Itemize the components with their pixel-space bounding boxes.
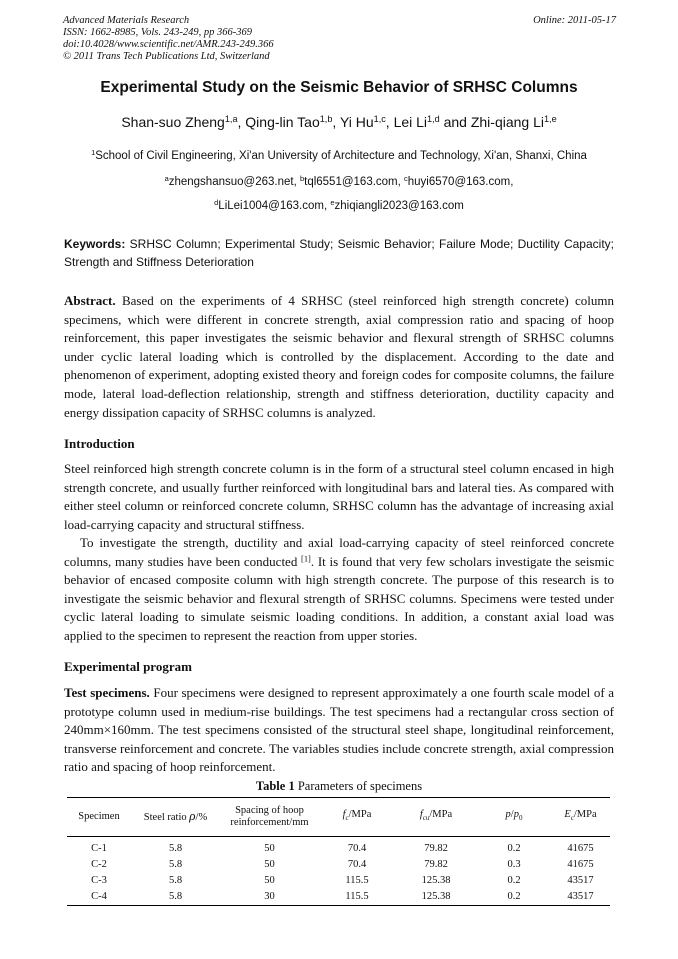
cell: C-1: [91, 843, 107, 854]
test-specimens-text: Four specimens were designed to represent approximately a one fourth scale model of a prototype column used in medium-rise buildings. The test specimens had a rectangular cross section of 240mm×160mm. The test specimens consisted of the structural steel shape, longitudinal reinforcement, transverse reinforcement and concrete. The variables studies include concrete strength, axial compression ratio and spacing of hoop reinforcement.: [64, 685, 615, 775]
abstract-label: Abstract.: [64, 293, 116, 308]
author-name: Shan-suo Zheng: [121, 114, 225, 130]
col-fc: [319, 798, 395, 837]
cell: 79.82: [424, 859, 448, 870]
email: zhengshansuo@263.net,: [168, 176, 300, 188]
citation: [1]: [301, 552, 311, 563]
email-sup: a: [164, 173, 169, 183]
table-caption: [0, 779, 678, 794]
col-spacing: [220, 798, 319, 837]
intro-paragraph-2: [64, 534, 614, 646]
author-name: Lei Li: [393, 114, 428, 130]
col-steel-ratio: [131, 798, 220, 837]
author-separator: ,: [385, 114, 394, 130]
journal-header: [63, 15, 274, 63]
cell: 5.8: [168, 843, 183, 854]
table-row: [67, 857, 610, 873]
abstract: [64, 292, 614, 422]
intro-p2-text: To investigate the strength, ductility and axial load-carrying capacity of steel reinforced concrete columns, many studies have been conducted: [64, 535, 614, 569]
test-specimens-paragraph: [64, 684, 614, 777]
email: tql6551@163.com,: [304, 176, 405, 188]
cell: 70.4: [347, 859, 367, 870]
doi-line: doi:10.4028/www.scientific.net/AMR.243-249.366: [63, 39, 274, 50]
cell: 115.5: [345, 875, 369, 886]
cell: 0.2: [507, 875, 521, 886]
col-ec: [551, 798, 610, 837]
spacing-line-1: Spacing of hoop: [235, 805, 304, 816]
keywords: [64, 235, 614, 271]
table-header-row: [67, 798, 610, 837]
fc-unit: /MPa: [348, 809, 372, 821]
cell: 0.3: [507, 859, 521, 870]
parameters-table: [67, 797, 610, 906]
abstract-text: Based on the experiments of 4 SRHSC (steel reinforced high strength concrete) column specimens, which were different in concrete strength, axial compression ratio and spacing of hoop reinforcement, this paper investigates the seismic behavior and flexural strength of SRHSC columns under cyclic lateral loading which is controlled by the displacement. According to the date and phenomenon of experiment, adopting existed theory and foreign codes for composite columns, the failure mode, lateral load-deflection relationship, strength and stiffness deterioration, ductility capacity and energy dissipation capacity of SRHSC columns is analyzed.: [64, 293, 615, 420]
author-separator: ,: [332, 114, 340, 130]
section-heading-introduction: Introduction: [64, 436, 135, 451]
table-row: [67, 837, 610, 858]
cell: 30: [220, 889, 319, 906]
col-specimen: Specimen: [67, 798, 131, 837]
cell: 70.4: [347, 843, 367, 854]
table-row: [67, 889, 610, 906]
cell: 41675: [567, 843, 594, 854]
cell: 41675: [567, 859, 594, 870]
ec-unit: /MPa: [573, 809, 597, 821]
table-row: [67, 873, 610, 889]
steel-ratio-label: Steel ratio: [143, 812, 187, 823]
fc-subscript: c: [345, 814, 349, 823]
affil-sup: 1: [91, 147, 96, 157]
cell: 50: [264, 859, 275, 870]
cell: 43517: [567, 875, 594, 886]
email-sup: c: [404, 173, 408, 183]
ec-symbol: E: [564, 809, 571, 821]
email-line-1: [0, 173, 678, 188]
cell: 0.2: [477, 889, 551, 906]
cell: 0.2: [507, 843, 521, 854]
issn-line: ISSN: 1662-8985, Vols. 243-249, pp 366-369: [63, 27, 252, 38]
fcu-unit: /MPa: [429, 809, 453, 821]
cell: 5.8: [131, 889, 220, 906]
cell: 125.38: [395, 889, 477, 906]
spacing-line-2: reinforcement/mm: [230, 817, 309, 828]
author-name: Qing-lin Tao: [245, 114, 320, 130]
cell: 5.8: [168, 859, 183, 870]
author-affil-sup: 1,e: [544, 114, 557, 124]
author-name: Zhi-qiang Li: [470, 114, 544, 130]
cell: 125.38: [421, 875, 451, 886]
table-label: Table 1: [255, 779, 295, 793]
author-and: and: [439, 114, 471, 130]
email-sup: e: [330, 197, 335, 207]
cell: C-2: [91, 859, 107, 870]
fcu-subscript: cu: [422, 814, 430, 823]
rho-symbol: ρ: [189, 808, 196, 823]
cell: C-3: [91, 875, 107, 886]
author-separator: ,: [237, 114, 246, 130]
p-slash: /: [510, 809, 514, 821]
col-axial-ratio: [477, 798, 551, 837]
online-date: Online: 2011-05-17: [533, 15, 616, 26]
cell: 115.5: [319, 889, 395, 906]
cell: 5.8: [168, 875, 183, 886]
cell: 50: [264, 843, 275, 854]
author-list: [0, 114, 678, 130]
author-affil-sup: 1,b: [319, 114, 333, 124]
author-name: Yi Hu: [339, 114, 374, 130]
email-sup: d: [214, 197, 219, 207]
test-specimens-label: Test specimens.: [64, 685, 150, 700]
email-line-2: [0, 197, 678, 212]
ec-subscript: c: [570, 814, 574, 823]
email-sup: b: [299, 173, 305, 183]
section-heading-experimental: Experimental program: [64, 659, 192, 674]
p-symbol: p: [505, 809, 511, 821]
col-fcu: [395, 798, 477, 837]
p0-symbol: p: [513, 809, 519, 821]
cell: 43517: [551, 889, 610, 906]
cell: 50: [264, 875, 275, 886]
p0-subscript: 0: [518, 814, 523, 823]
keywords-label: Keywords:: [64, 237, 126, 251]
steel-ratio-unit: /%: [195, 812, 208, 823]
email: zhiqiangli2023@163.com: [334, 200, 464, 212]
cell: 79.82: [424, 843, 448, 854]
affiliation: [0, 147, 678, 162]
copyright-line: © 2011 Trans Tech Publications Ltd, Switzerland: [63, 51, 270, 62]
journal-name: Advanced Materials Research: [63, 15, 190, 26]
affil-text: School of Civil Engineering, Xi'an University of Architecture and Technology, Xi'an, Shanxi, China: [95, 150, 587, 162]
cell: C-4: [67, 889, 131, 906]
table-caption-text: Parameters of specimens: [294, 779, 423, 793]
email: LiLei1004@163.com,: [218, 200, 331, 212]
paper-title: Experimental Study on the Seismic Behavior of SRHSC Columns: [100, 79, 578, 96]
keywords-text: SRHSC Column; Experimental Study; Seismic Behavior; Failure Mode; Ductility Capacity; Strength and Stiffness Deterioration: [64, 237, 614, 269]
author-affil-sup: 1,a: [224, 114, 238, 124]
author-affil-sup: 1,c: [373, 114, 386, 124]
intro-paragraph-1: Steel reinforced high strength concrete column is in the form of a structural steel column encased in high strength concrete, and usually further reinforced with longitudinal bars and lateral ties. As compared with either steel column or reinforced concrete column, SRHSC column has the advantage of increasing axial load-carrying capacity and structural stiffness.: [64, 461, 614, 532]
intro-p2-text: . It is found that very few scholars investigate the seismic behavior of encased composite column with high strength concrete. The purpose of this research is to investigate the seismic behavior and flexural strength of SRHSC columns. Specimens were tested under cyclic lateral loading to simulate seismic loading conditions. In addition, a constant axial load was applied to the specimen to represent the reaction from upper stories.: [64, 553, 614, 643]
author-affil-sup: 1,d: [427, 114, 440, 124]
fcu-symbol: f: [419, 809, 423, 821]
email: huyi6570@163.com,: [407, 176, 514, 188]
fc-symbol: f: [342, 809, 346, 821]
